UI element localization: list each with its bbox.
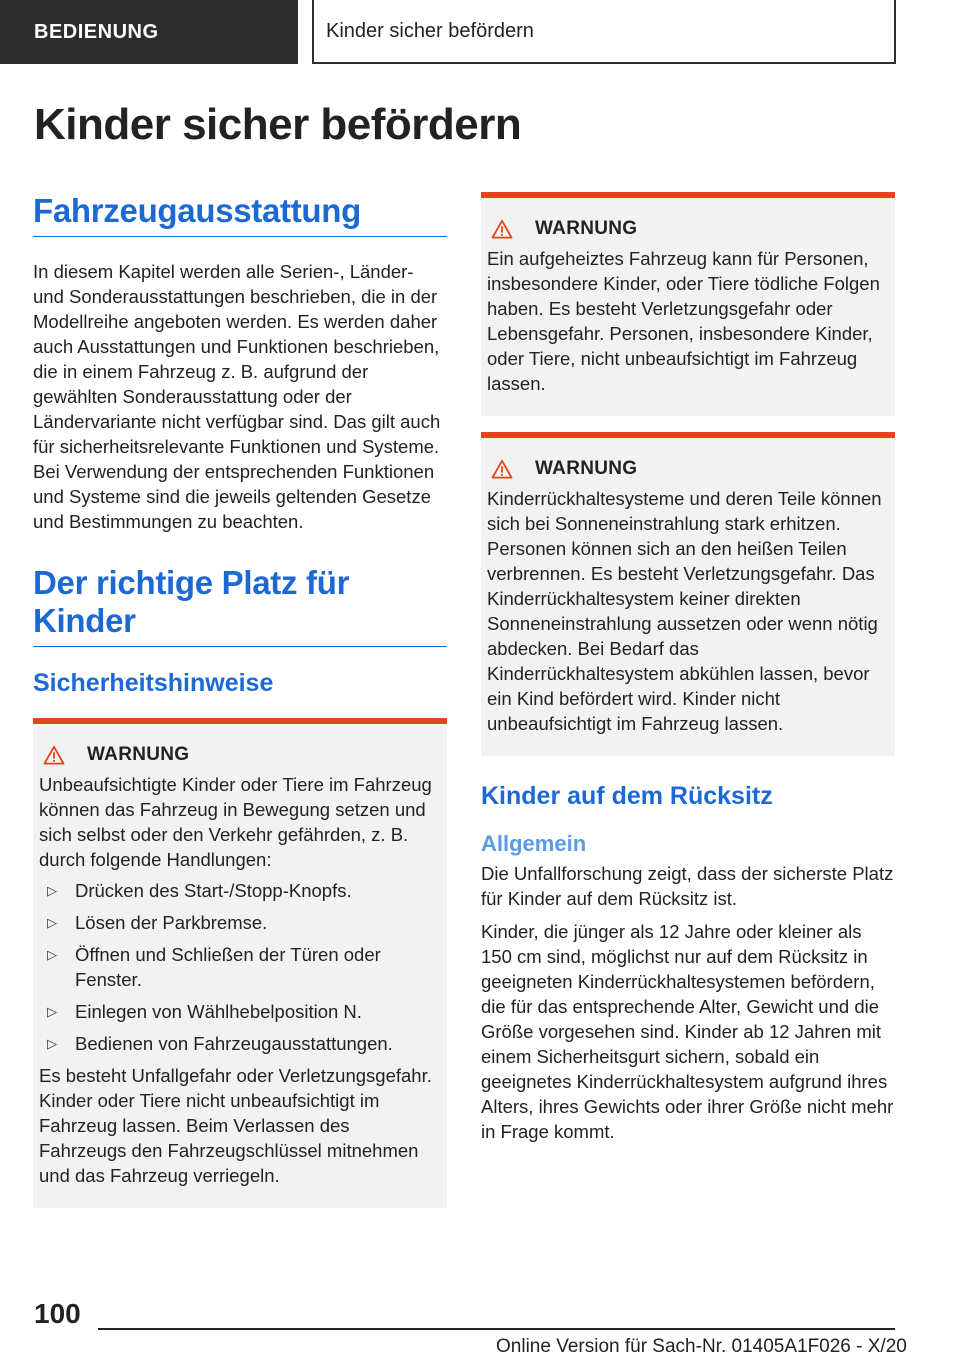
page-header [0, 0, 960, 66]
heading-fahrzeugausstattung: Fahrzeugausstattung [33, 192, 447, 237]
heading-kinder-ruecksitz: Kinder auf dem Rücksitz [481, 782, 773, 810]
page-title: Kinder sicher befördern [34, 100, 522, 149]
triangle-bullet-icon: ▷ [47, 883, 57, 898]
section-tab: BEDIENUNG [0, 0, 298, 64]
warning-box-3 [481, 432, 895, 756]
warning-triangle-icon [491, 219, 513, 239]
heading-sicherheitshinweise: Sicherheitshinweise [33, 669, 274, 697]
triangle-bullet-icon: ▷ [47, 1004, 57, 1019]
list-item: ▷ Öffnen und Schließen der Türen oder Fenster. [47, 944, 381, 990]
warning-triangle-icon [43, 745, 65, 765]
list-item: ▷ Einlegen von Wählhebelposition N. [47, 1001, 362, 1022]
warning-box-2 [481, 192, 895, 416]
left-column [33, 192, 447, 1208]
warning-header [487, 458, 887, 480]
warning-text: Ein aufgeheiztes Fahrzeug kann für Personen, insbesondere Kinder, oder Tiere tödliche Folgen haben. Es besteht Verletzungsgefahr oder Lebensgefahr. Personen, insbesondere Kinder, oder Tiere, nicht unbeaufsichtigt im Fahrzeug lassen. [487, 248, 880, 394]
warning-label: WARNUNG [535, 218, 638, 239]
warning-label: WARNUNG [87, 744, 190, 765]
list-item: ▷ Bedienen von Fahrzeugausstattungen. [47, 1033, 393, 1054]
heading-allgemein: Allgemein [481, 831, 587, 856]
warning-text: Kinderrückhaltesysteme und deren Teile können sich bei Sonneneinstrahlung stark erhitzen. Personen können sich an den heißen Teilen verbrennen. Es besteht Verletzungsgefahr. Das Kinderrückhaltesystem keiner direkten Sonneneinstrahlung aussetzen oder wenn nötig abdecken. Bei Bedarf das Kinderrückhaltesystem abkühlen lassen, bevor ein Kind befördert wird. Kinder nicht unbeaufsichtigt im Fahrzeug lassen. [487, 488, 882, 734]
action-list [39, 878, 439, 1056]
triangle-bullet-icon: ▷ [47, 947, 57, 962]
paragraph-fahrzeugausstattung: In diesem Kapitel werden alle Serien-, Länder- und Sonderausstattungen beschrieben, die in der Modellreihe angeboten werden. Es werden daher auch Ausstattungen und Funktionen beschrieben, die in einem Fahrzeug z. B. aufgrund der gewählten Sonderausstattung oder der Ländervariante nicht verfügbar sind. Das gilt auch für sicherheitsrelevante Funktionen und Systeme. Bei Verwendung der entsprechenden Funktionen und Systeme sind die jeweils geltenden Gesetze und Bestimmungen zu beachten. [33, 261, 441, 532]
warning-triangle-icon [491, 459, 513, 479]
warning-header [487, 218, 887, 240]
triangle-bullet-icon: ▷ [47, 915, 57, 930]
warning-intro: Unbeaufsichtigte Kinder oder Tiere im Fahrzeug können das Fahrzeug in Bewegung setzen und sich selbst oder den Verkehr gefährden, z. B. durch folgende Handlungen: [39, 774, 432, 870]
footer-divider [98, 1328, 895, 1330]
list-item: ▷ Drücken des Start-/Stopp-Knopfs. [47, 880, 352, 901]
paragraph-allgemein-1: Die Unfallforschung zeigt, dass der sicherste Platz für Kinder auf dem Rücksitz ist. [481, 863, 894, 909]
warning-outro: Es besteht Unfallgefahr oder Verletzungsgefahr. Kinder oder Tiere nicht unbeaufsichtigt im Fahrzeug lassen. Beim Verlassen des Fahrzeugs den Fahrzeugschlüssel mitnehmen und das Fahrzeug verriegeln. [39, 1065, 432, 1186]
warning-label: WARNUNG [535, 458, 638, 479]
chapter-tab: Kinder sicher befördern [312, 0, 896, 64]
triangle-bullet-icon: ▷ [47, 1036, 57, 1051]
list-item: ▷ Lösen der Parkbremse. [47, 912, 268, 933]
page-number: 100 [34, 1298, 81, 1329]
paragraph-allgemein-2: Kinder, die jünger als 12 Jahre oder kleiner als 150 cm sind, möglichst nur auf dem Rücksitz in geeigneten Kinderrückhaltesystemen befördern, die für das entsprechende Alter, Gewicht und die Größe vorgesehen sind. Kinder ab 12 Jahren mit einem Sicherheitsgurt sichern, sobald ein geeignetes Kinderrückhaltesystem aufgrund ihres Alters, ihres Gewichts oder ihrer Größe nicht mehr in Frage kommt. [481, 921, 894, 1142]
heading-richtiger-platz: Der richtige Platz für Kinder [33, 564, 447, 647]
footer-text: Online Version für Sach-Nr. 01405A1F026 - X/20 [496, 1336, 907, 1357]
right-column [481, 192, 895, 1144]
warning-header [39, 744, 439, 766]
warning-box-1 [33, 718, 447, 1208]
